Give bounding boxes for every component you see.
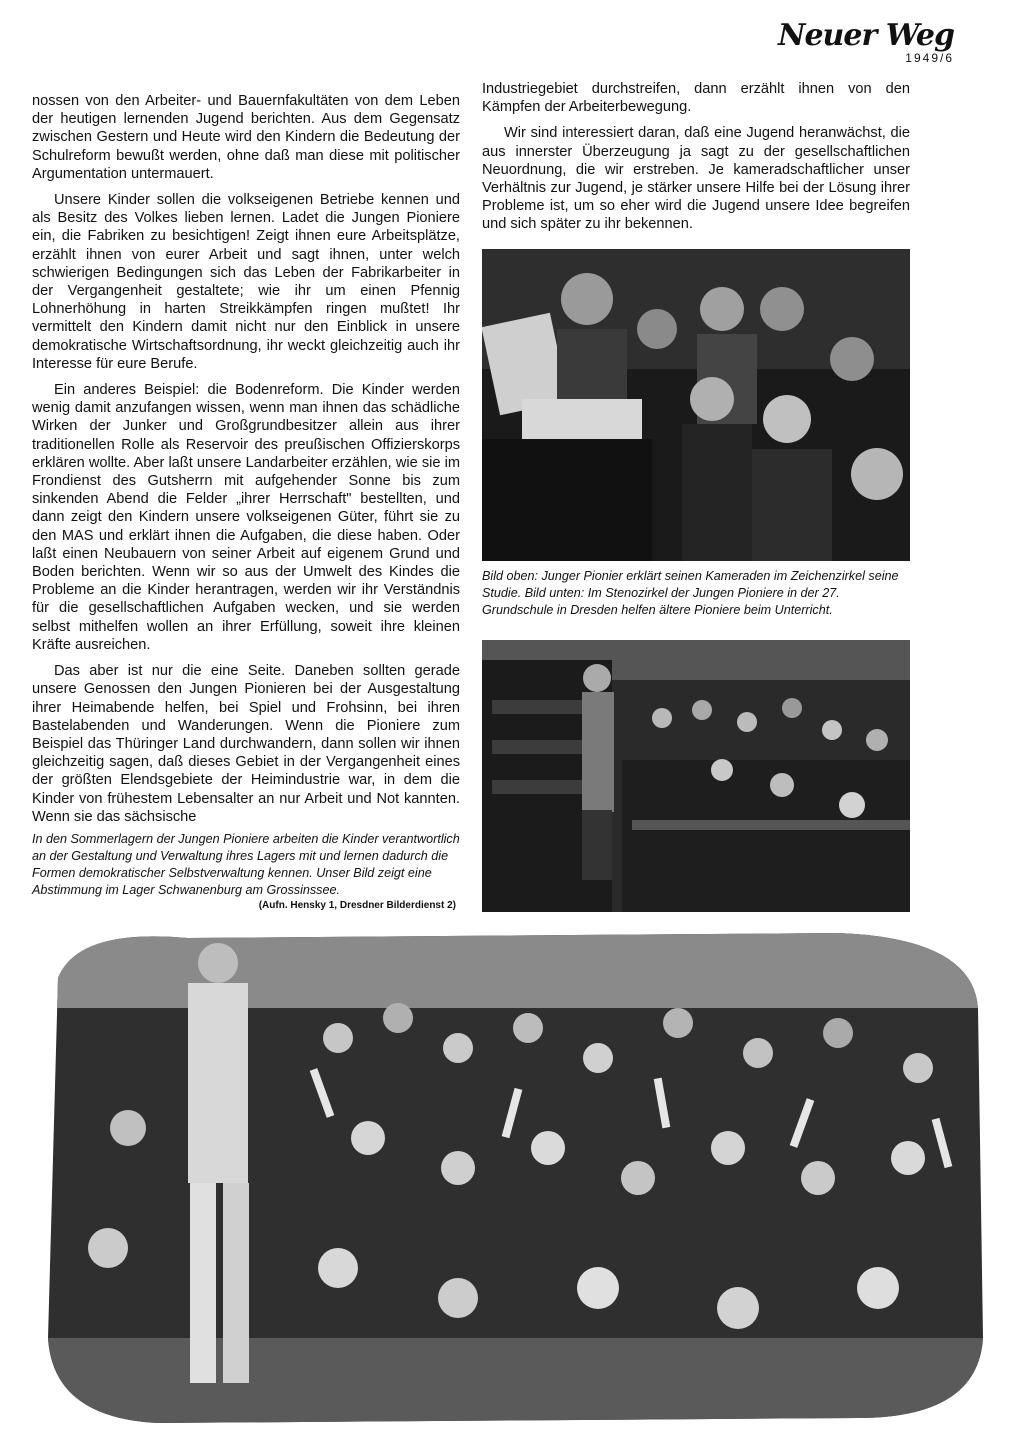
newspaper-logo: Neuer Weg <box>778 18 954 53</box>
summer-camp-vote-photo <box>38 918 988 1428</box>
photo-credit: (Aufn. Hensky 1, Dresdner Bilderdienst 2) <box>258 900 456 911</box>
right-column <box>482 80 910 234</box>
paragraph: Wir sind interessiert daran, daß eine Jugend heranwächst, die aus innerster Überzeugung ja sagt zu der gesellschaftlichen Neuordnung, die wir erstreben. Je kameradschaftlicher unser Verhältnis zur Jugend, je stärker unsere Hilfe bei der Lösung ihrer Probleme ist, um so eher wird die Jugend unsere Idee begreifen und sich später zu ihr bekennen. <box>482 125 910 233</box>
steno-circle-photo <box>482 640 910 912</box>
left-column <box>32 92 460 826</box>
paragraph: Ein anderes Beispiel: die Bodenreform. Die Kinder werden wenig damit anzufangen wissen, wenn man ihnen das schädliche Wirken der Junker und Großgrundbesitzer allein aus ihrer traditionellen Rolle als Reservoir des preußischen Offizierskorps erklären wollte. Aber laßt unsere Landarbeiter erzählen, wie sie im Frondienst des Gutsherrn mit aufgehender Sonne bis zum sinkenden Abend die Felder „ihrer Herrschaft" bestellten, und dann zeigt den Kindern unsere volkseigenen Güter, führt sie zu den MAS und erklärt ihnen die Aufgaben, die diese haben. Oder laßt einen Neubauern von seiner Arbeit auf eigenem Grund und Boden berichten. Wenn wir so aus der Umwelt des Kindes die Probleme an die Kinder herantragen, werden wir ihr Verständnis für die gesellschaftlichen Aufgaben wecken, und sie werden selbst mithelfen wollen an ihrer Erfüllung, soweit ihre kleinen Kräfte ausreichen. <box>32 382 460 653</box>
paragraph: Das aber ist nur die eine Seite. Daneben sollten gerade unsere Genossen den Jungen Pionieren bei der Ausgestaltung ihrer Heimabende helfen, bei Spiel und Frohsinn, bei ihren Bastelabenden und Wanderungen. Wenn die Pioniere zum Beispiel das Thüringer Land durchwandern, dann sollen wir ihnen gleichzeitig sagen, daß dieses Gebiet in der Vergangenheit eines der größten Elendsgebiete der Heimindustrie war, in dem die Kinder von frühestem Lebensalter an nur Arbeit und Not kannten. Wenn sie das sächsische <box>32 663 460 825</box>
summer-camp-caption: In den Sommerlagern der Jungen Pioniere arbeiten die Kinder verantwortlich an der Gestaltung und Verwaltung ihres Lagers mit und lernen dadurch die Formen demokratischer Selbstverwaltung kennen. Unser Bild zeigt eine Abstimmung im Lager Schwanenburg am Grossinssee. <box>32 832 460 897</box>
paragraph: Unsere Kinder sollen die volkseigenen Betriebe kennen und als Besitz des Volkes lieben lernen. Ladet die Jungen Pioniere ein, die Fabriken zu besichtigen! Zeigt ihnen eure Arbeitsplätze, erzählt ihnen von eurer Arbeit und sagt ihnen, unter welch schwierigen Bedingungen sich das Leben der Fabrikarbeiter in der Vergangenheit gestaltete; wie ihr um einen Pfennig Lohnerhöhung in harten Streikkämpfen ringen mußtet! Ihr vermittelt den Kindern damit nicht nur den Einblick in unsere demokratische Wirtschaftsordnung, ihr weckt gleichzeitig auch ihr Interesse für eure Berufe. <box>32 192 460 372</box>
paragraph: Industriegebiet durchstreifen, dann erzählt ihnen von den Kämpfen der Arbeiterbewegung. <box>482 81 910 116</box>
masthead <box>778 18 954 65</box>
issue-number: 1949/6 <box>905 51 954 65</box>
paragraph: nossen von den Arbeiter- und Bauernfakultäten von dem Leben der heutigen lernenden Jugend berichten. Aus dem Gegensatz zwischen Gestern und Heute wird den Kindern die Bedeutung der Schulreform bewußt werden, ohne daß man diese mit politischer Argumentation untermauert. <box>32 93 460 182</box>
drawing-circle-photo <box>482 249 910 561</box>
top-photos-caption: Bild oben: Junger Pionier erklärt seinen Kameraden im Zeichenzirkel seine Studie. Bild unten: Im Stenozirkel der Jungen Pioniere in der 27. Grundschule in Dresden helfen ältere Pioniere beim Unterricht. <box>482 569 899 617</box>
